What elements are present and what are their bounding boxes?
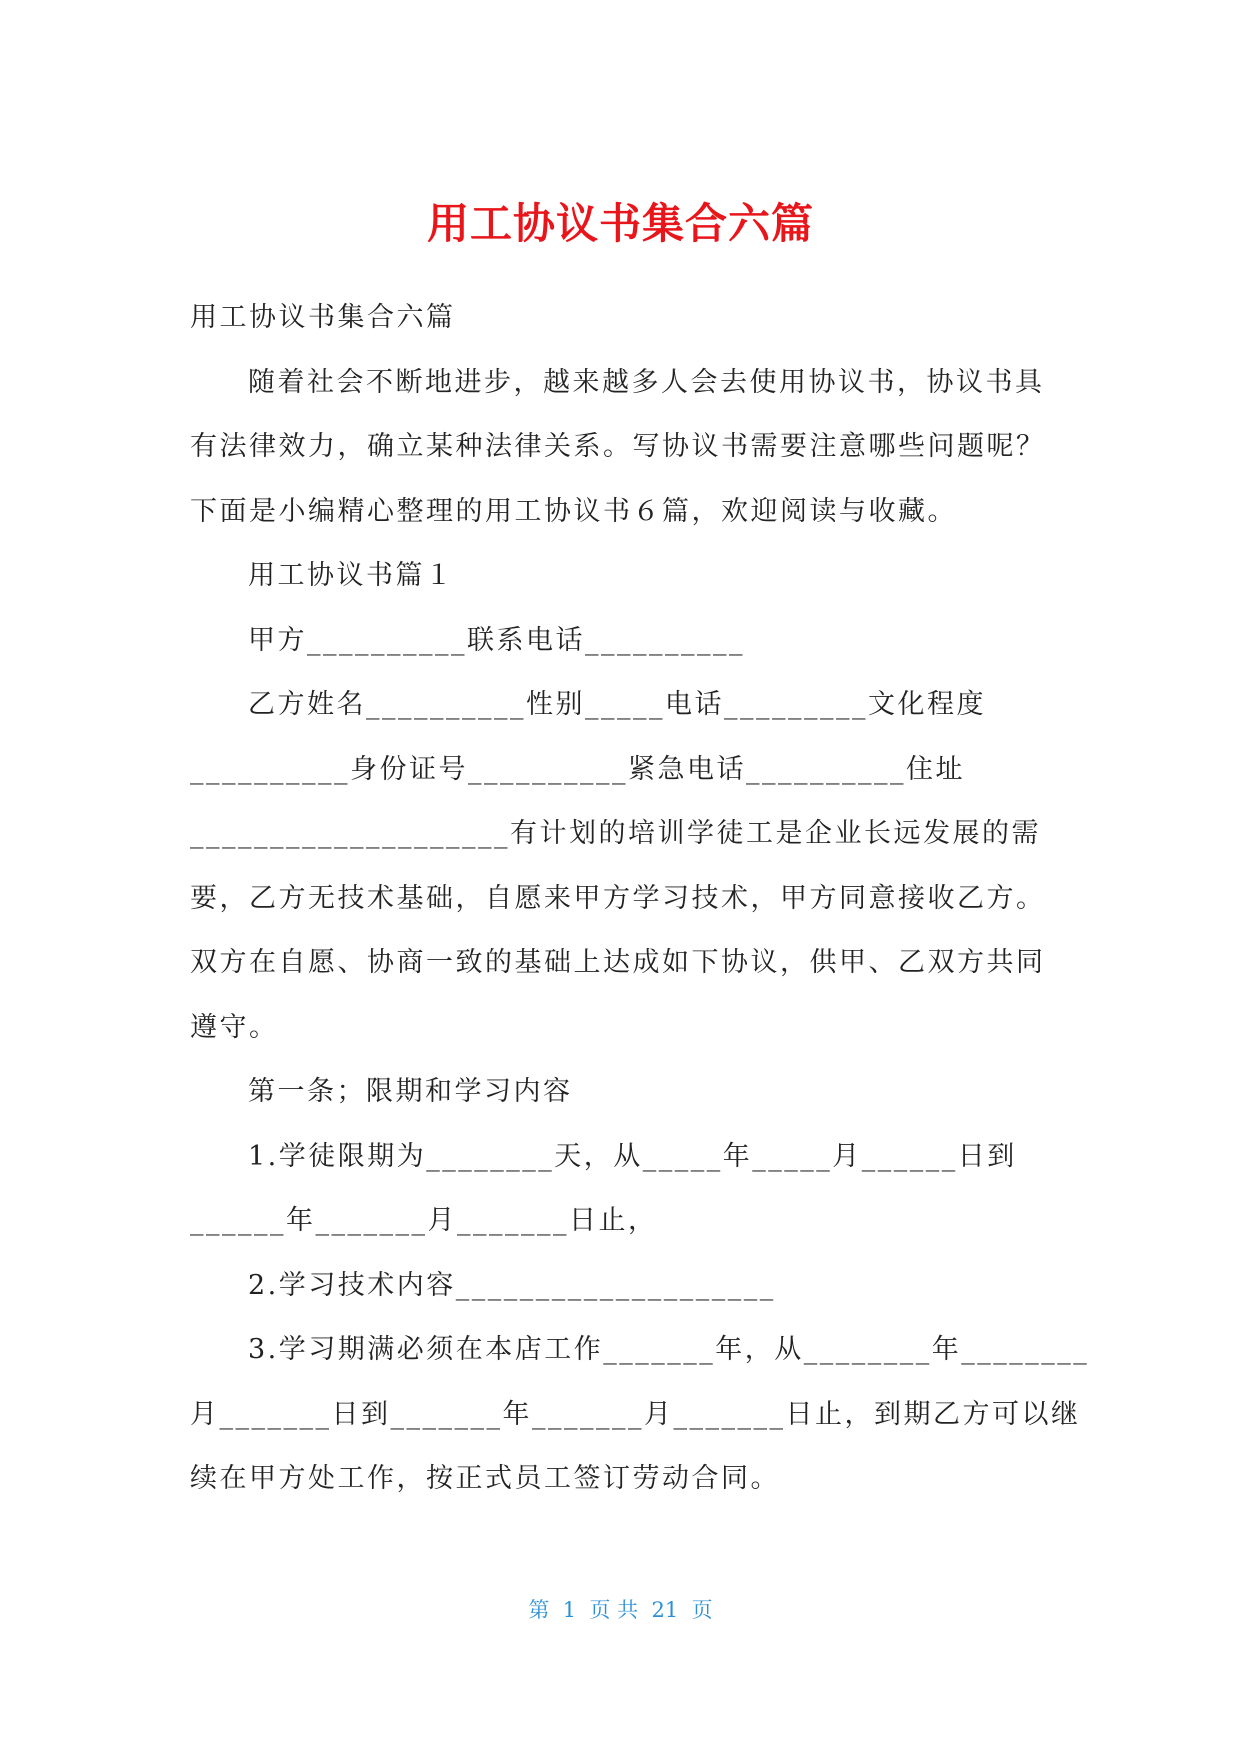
- article-heading: 第一条；限期和学习内容: [248, 1076, 573, 1107]
- clause-line: ______年_______月_______日止，: [190, 1205, 658, 1236]
- paragraph-line: 下面是小编精心整理的用工协议书６篇，欢迎阅读与收藏。: [190, 495, 957, 527]
- page-number-footer: 第 1 页 共 21 页: [528, 1598, 713, 1622]
- clause-line: 3.学习期满必须在本店工作_______年，从________年________: [248, 1334, 1090, 1365]
- paragraph-line: 用工协议书集合六篇: [190, 302, 456, 333]
- paragraph-line: 要，乙方无技术基础，自愿来甲方学习技术，甲方同意接收乙方。: [190, 882, 1046, 914]
- paragraph-line: ____________________有计划的培训学徒工是企业长远发展的需: [190, 818, 1041, 849]
- paragraph-line: 有法律效力，确立某种法律关系。写协议书需要注意哪些问题呢？: [190, 431, 1046, 462]
- paragraph-line: 遵守。: [190, 1011, 279, 1043]
- section-heading: 用工协议书篇１: [248, 560, 455, 591]
- document-title: 用工协议书集合六篇: [426, 199, 814, 248]
- form-line-party-a: 甲方__________联系电话__________: [248, 624, 745, 656]
- document-body: [190, 286, 1090, 1512]
- clause-line: 1.学徒限期为________天，从_____年_____月______日到: [248, 1140, 1017, 1172]
- form-line-party-b: 乙方姓名__________性别_____电话_________文化程度: [248, 689, 986, 720]
- paragraph-line: 双方在自愿、协商一致的基础上达成如下协议，供甲、乙双方共同: [190, 947, 1046, 978]
- clause-line: 续在甲方处工作，按正式员工签订劳动合同。: [190, 1463, 780, 1494]
- clause-line: 月_______日到_______年_______月_______日止，到期乙方可以继: [190, 1398, 1081, 1430]
- form-line-id: __________身份证号__________紧急电话__________住址: [190, 753, 965, 785]
- paragraph-line: 随着社会不断地进步，越来越多人会去使用协议书，协议书具: [248, 366, 1045, 398]
- clause-line: 2.学习技术内容____________________: [248, 1269, 776, 1301]
